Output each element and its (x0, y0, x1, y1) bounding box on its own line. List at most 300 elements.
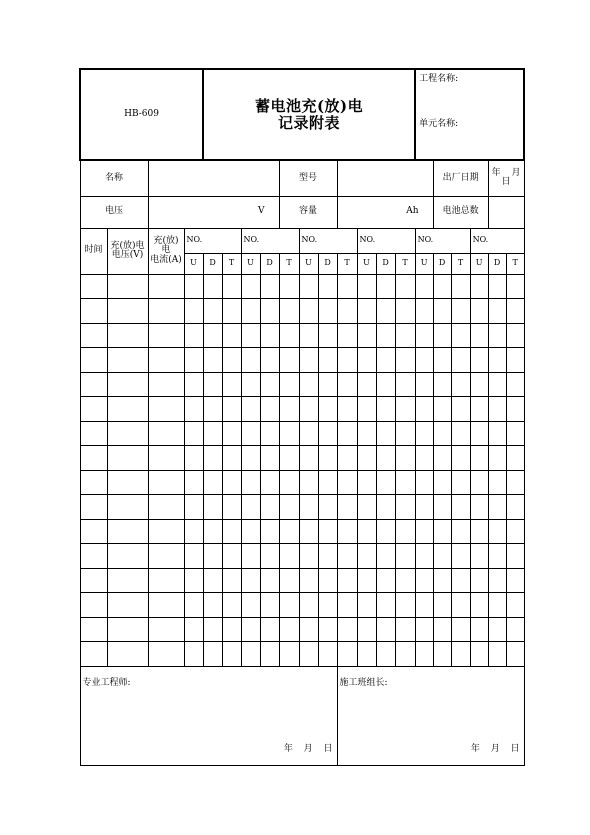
table-cell[interactable] (488, 323, 506, 348)
table-cell[interactable] (148, 495, 184, 520)
table-cell[interactable] (433, 348, 451, 373)
table-cell[interactable] (241, 421, 260, 446)
table-cell[interactable] (203, 617, 222, 642)
table-cell[interactable] (506, 617, 524, 642)
table-cell[interactable] (470, 421, 488, 446)
table-cell[interactable] (184, 372, 203, 397)
table-cell[interactable] (376, 642, 395, 667)
table-cell[interactable] (337, 593, 357, 618)
table-cell[interactable] (357, 568, 376, 593)
table-cell[interactable] (451, 323, 470, 348)
table-cell[interactable] (433, 397, 451, 422)
table-cell[interactable] (395, 446, 415, 471)
table-cell[interactable] (433, 446, 451, 471)
table-cell[interactable] (488, 299, 506, 324)
table-cell[interactable] (470, 470, 488, 495)
table-cell[interactable] (395, 593, 415, 618)
table-cell[interactable] (337, 348, 357, 373)
table-cell[interactable] (203, 323, 222, 348)
table-cell[interactable] (488, 495, 506, 520)
table-cell[interactable] (506, 274, 524, 299)
table-cell[interactable] (488, 519, 506, 544)
table-cell[interactable] (203, 446, 222, 471)
table-cell[interactable] (203, 544, 222, 569)
table-cell[interactable] (299, 421, 318, 446)
table-cell[interactable] (433, 421, 451, 446)
table-cell[interactable] (80, 519, 107, 544)
table-cell[interactable] (148, 348, 184, 373)
table-cell[interactable] (488, 446, 506, 471)
table-cell[interactable] (241, 642, 260, 667)
table-cell[interactable] (80, 568, 107, 593)
table-cell[interactable] (395, 519, 415, 544)
table-cell[interactable] (415, 299, 433, 324)
table-cell[interactable] (203, 348, 222, 373)
table-cell[interactable] (260, 446, 279, 471)
table-cell[interactable] (376, 617, 395, 642)
table-cell[interactable] (488, 617, 506, 642)
table-cell[interactable] (260, 299, 279, 324)
table-cell[interactable] (376, 274, 395, 299)
table-cell[interactable] (451, 519, 470, 544)
table-cell[interactable] (415, 593, 433, 618)
table-cell[interactable] (337, 299, 357, 324)
table-cell[interactable] (107, 568, 148, 593)
table-cell[interactable] (184, 299, 203, 324)
table-cell[interactable] (107, 593, 148, 618)
table-cell[interactable] (279, 397, 299, 422)
table-cell[interactable] (451, 544, 470, 569)
table-cell[interactable] (357, 372, 376, 397)
table-cell[interactable] (357, 446, 376, 471)
table-cell[interactable] (451, 299, 470, 324)
table-cell[interactable] (415, 544, 433, 569)
table-cell[interactable] (318, 470, 337, 495)
table-cell[interactable] (241, 495, 260, 520)
table-cell[interactable] (395, 274, 415, 299)
table-cell[interactable] (184, 348, 203, 373)
table-cell[interactable] (299, 274, 318, 299)
table-cell[interactable] (148, 519, 184, 544)
table-cell[interactable] (80, 397, 107, 422)
table-cell[interactable] (299, 495, 318, 520)
table-cell[interactable] (260, 617, 279, 642)
table-cell[interactable] (148, 372, 184, 397)
table-cell[interactable] (107, 421, 148, 446)
table-cell[interactable] (488, 397, 506, 422)
table-cell[interactable] (395, 544, 415, 569)
table-cell[interactable] (184, 470, 203, 495)
table-cell[interactable] (318, 274, 337, 299)
table-cell[interactable] (260, 372, 279, 397)
table-cell[interactable] (357, 495, 376, 520)
table-cell[interactable] (299, 519, 318, 544)
table-cell[interactable] (222, 323, 241, 348)
table-cell[interactable] (376, 299, 395, 324)
table-cell[interactable] (260, 323, 279, 348)
table-cell[interactable] (488, 593, 506, 618)
table-cell[interactable] (184, 617, 203, 642)
table-cell[interactable] (222, 519, 241, 544)
table-cell[interactable] (203, 470, 222, 495)
table-cell[interactable] (451, 274, 470, 299)
table-cell[interactable] (279, 421, 299, 446)
table-cell[interactable] (415, 495, 433, 520)
table-cell[interactable] (318, 495, 337, 520)
table-cell[interactable] (506, 593, 524, 618)
table-cell[interactable] (222, 348, 241, 373)
table-cell[interactable] (318, 397, 337, 422)
table-cell[interactable] (203, 274, 222, 299)
table-cell[interactable] (260, 348, 279, 373)
table-cell[interactable] (451, 397, 470, 422)
table-cell[interactable] (203, 642, 222, 667)
table-cell[interactable] (337, 446, 357, 471)
table-cell[interactable] (241, 568, 260, 593)
table-cell[interactable] (80, 274, 107, 299)
table-cell[interactable] (203, 299, 222, 324)
table-cell[interactable] (357, 397, 376, 422)
battery-total-value[interactable] (488, 196, 524, 228)
table-cell[interactable] (395, 397, 415, 422)
table-cell[interactable] (433, 642, 451, 667)
table-cell[interactable] (451, 617, 470, 642)
table-cell[interactable] (470, 544, 488, 569)
table-cell[interactable] (506, 323, 524, 348)
table-cell[interactable] (337, 544, 357, 569)
table-cell[interactable] (506, 544, 524, 569)
table-cell[interactable] (260, 495, 279, 520)
table-cell[interactable] (107, 299, 148, 324)
table-cell[interactable] (260, 544, 279, 569)
table-cell[interactable] (470, 323, 488, 348)
table-cell[interactable] (299, 617, 318, 642)
table-cell[interactable] (148, 544, 184, 569)
table-cell[interactable] (318, 372, 337, 397)
table-cell[interactable] (279, 372, 299, 397)
table-cell[interactable] (337, 568, 357, 593)
table-cell[interactable] (337, 470, 357, 495)
table-cell[interactable] (488, 274, 506, 299)
table-cell[interactable] (318, 519, 337, 544)
table-cell[interactable] (337, 421, 357, 446)
table-cell[interactable] (184, 446, 203, 471)
table-cell[interactable] (337, 397, 357, 422)
table-cell[interactable] (433, 323, 451, 348)
voltage-value[interactable]: V (148, 196, 279, 228)
table-cell[interactable] (318, 617, 337, 642)
table-cell[interactable] (279, 519, 299, 544)
table-cell[interactable] (451, 470, 470, 495)
table-cell[interactable] (299, 446, 318, 471)
table-cell[interactable] (433, 470, 451, 495)
table-cell[interactable] (80, 421, 107, 446)
table-cell[interactable] (241, 299, 260, 324)
table-cell[interactable] (357, 593, 376, 618)
engineer-sign-cell[interactable] (80, 666, 337, 765)
table-cell[interactable] (107, 274, 148, 299)
table-cell[interactable] (279, 642, 299, 667)
table-cell[interactable] (148, 642, 184, 667)
table-cell[interactable] (184, 323, 203, 348)
table-cell[interactable] (357, 617, 376, 642)
table-cell[interactable] (318, 323, 337, 348)
table-cell[interactable] (506, 642, 524, 667)
table-cell[interactable] (107, 495, 148, 520)
table-cell[interactable] (357, 642, 376, 667)
table-cell[interactable] (222, 274, 241, 299)
table-cell[interactable] (318, 348, 337, 373)
table-cell[interactable] (241, 372, 260, 397)
table-cell[interactable] (299, 470, 318, 495)
table-cell[interactable] (506, 421, 524, 446)
table-cell[interactable] (299, 397, 318, 422)
table-cell[interactable] (222, 495, 241, 520)
table-cell[interactable] (470, 397, 488, 422)
table-cell[interactable] (318, 446, 337, 471)
table-cell[interactable] (451, 446, 470, 471)
table-cell[interactable] (107, 642, 148, 667)
table-cell[interactable] (395, 299, 415, 324)
table-cell[interactable] (357, 544, 376, 569)
table-cell[interactable] (488, 470, 506, 495)
table-cell[interactable] (222, 299, 241, 324)
table-cell[interactable] (506, 348, 524, 373)
table-cell[interactable] (357, 348, 376, 373)
table-cell[interactable] (107, 323, 148, 348)
table-cell[interactable] (433, 274, 451, 299)
table-cell[interactable] (395, 617, 415, 642)
table-cell[interactable] (260, 593, 279, 618)
table-cell[interactable] (299, 568, 318, 593)
table-cell[interactable] (415, 470, 433, 495)
table-cell[interactable] (506, 372, 524, 397)
table-cell[interactable] (107, 446, 148, 471)
table-cell[interactable] (241, 348, 260, 373)
table-cell[interactable] (357, 299, 376, 324)
table-cell[interactable] (241, 519, 260, 544)
table-cell[interactable] (395, 642, 415, 667)
model-value[interactable] (337, 160, 433, 196)
table-cell[interactable] (222, 372, 241, 397)
table-cell[interactable] (451, 642, 470, 667)
table-cell[interactable] (148, 617, 184, 642)
table-cell[interactable] (279, 544, 299, 569)
table-cell[interactable] (279, 495, 299, 520)
table-cell[interactable] (80, 642, 107, 667)
table-cell[interactable] (80, 593, 107, 618)
table-cell[interactable] (470, 617, 488, 642)
table-cell[interactable] (241, 617, 260, 642)
table-cell[interactable] (80, 348, 107, 373)
factory-date-value[interactable]: 年 月 日 (488, 160, 524, 196)
table-cell[interactable] (260, 568, 279, 593)
table-cell[interactable] (376, 446, 395, 471)
table-cell[interactable] (357, 274, 376, 299)
table-cell[interactable] (470, 642, 488, 667)
table-cell[interactable] (148, 470, 184, 495)
table-cell[interactable] (415, 421, 433, 446)
table-cell[interactable] (203, 568, 222, 593)
table-cell[interactable] (203, 519, 222, 544)
table-cell[interactable] (337, 323, 357, 348)
table-cell[interactable] (395, 470, 415, 495)
table-cell[interactable] (415, 519, 433, 544)
table-cell[interactable] (80, 323, 107, 348)
table-cell[interactable] (318, 568, 337, 593)
table-cell[interactable] (107, 348, 148, 373)
table-cell[interactable] (299, 642, 318, 667)
table-cell[interactable] (184, 421, 203, 446)
table-cell[interactable] (337, 495, 357, 520)
table-cell[interactable] (203, 372, 222, 397)
table-cell[interactable] (318, 299, 337, 324)
table-cell[interactable] (506, 495, 524, 520)
table-cell[interactable] (395, 323, 415, 348)
table-cell[interactable] (107, 470, 148, 495)
table-cell[interactable] (376, 593, 395, 618)
table-cell[interactable] (241, 274, 260, 299)
table-cell[interactable] (241, 323, 260, 348)
table-cell[interactable] (241, 397, 260, 422)
table-cell[interactable] (415, 372, 433, 397)
table-cell[interactable] (203, 495, 222, 520)
table-cell[interactable] (241, 446, 260, 471)
table-cell[interactable] (488, 544, 506, 569)
table-cell[interactable] (279, 568, 299, 593)
table-cell[interactable] (279, 348, 299, 373)
table-cell[interactable] (222, 642, 241, 667)
table-cell[interactable] (376, 519, 395, 544)
table-cell[interactable] (184, 519, 203, 544)
table-cell[interactable] (415, 397, 433, 422)
table-cell[interactable] (80, 617, 107, 642)
table-cell[interactable] (279, 299, 299, 324)
table-cell[interactable] (395, 495, 415, 520)
table-cell[interactable] (222, 617, 241, 642)
table-cell[interactable] (433, 372, 451, 397)
team-leader-sign-cell[interactable] (337, 666, 524, 765)
table-cell[interactable] (395, 372, 415, 397)
table-cell[interactable] (376, 397, 395, 422)
table-cell[interactable] (415, 617, 433, 642)
table-cell[interactable] (337, 372, 357, 397)
table-cell[interactable] (279, 593, 299, 618)
table-cell[interactable] (260, 397, 279, 422)
table-cell[interactable] (148, 323, 184, 348)
table-cell[interactable] (376, 323, 395, 348)
table-cell[interactable] (433, 617, 451, 642)
table-cell[interactable] (148, 568, 184, 593)
table-cell[interactable] (184, 274, 203, 299)
table-cell[interactable] (451, 495, 470, 520)
table-cell[interactable] (279, 470, 299, 495)
table-cell[interactable] (318, 421, 337, 446)
table-cell[interactable] (451, 593, 470, 618)
table-cell[interactable] (203, 593, 222, 618)
table-cell[interactable] (451, 421, 470, 446)
table-cell[interactable] (107, 397, 148, 422)
table-cell[interactable] (451, 348, 470, 373)
table-cell[interactable] (318, 593, 337, 618)
table-cell[interactable] (470, 495, 488, 520)
table-cell[interactable] (203, 421, 222, 446)
table-cell[interactable] (357, 323, 376, 348)
table-cell[interactable] (376, 544, 395, 569)
table-cell[interactable] (415, 348, 433, 373)
table-cell[interactable] (451, 568, 470, 593)
table-cell[interactable] (337, 617, 357, 642)
table-cell[interactable] (488, 348, 506, 373)
table-cell[interactable] (415, 568, 433, 593)
table-cell[interactable] (299, 593, 318, 618)
table-cell[interactable] (241, 470, 260, 495)
table-cell[interactable] (470, 274, 488, 299)
table-cell[interactable] (107, 519, 148, 544)
table-cell[interactable] (148, 299, 184, 324)
table-cell[interactable] (148, 397, 184, 422)
table-cell[interactable] (470, 446, 488, 471)
table-cell[interactable] (299, 544, 318, 569)
table-cell[interactable] (80, 470, 107, 495)
table-cell[interactable] (184, 495, 203, 520)
table-cell[interactable] (222, 470, 241, 495)
table-cell[interactable] (279, 323, 299, 348)
capacity-value[interactable]: Ah (337, 196, 433, 228)
table-cell[interactable] (299, 323, 318, 348)
table-cell[interactable] (506, 519, 524, 544)
table-cell[interactable] (433, 495, 451, 520)
table-cell[interactable] (451, 372, 470, 397)
table-cell[interactable] (241, 544, 260, 569)
table-cell[interactable] (415, 446, 433, 471)
table-cell[interactable] (376, 470, 395, 495)
table-cell[interactable] (260, 642, 279, 667)
table-cell[interactable] (415, 323, 433, 348)
table-cell[interactable] (279, 274, 299, 299)
table-cell[interactable] (470, 348, 488, 373)
table-cell[interactable] (279, 617, 299, 642)
table-cell[interactable] (80, 299, 107, 324)
table-cell[interactable] (299, 372, 318, 397)
table-cell[interactable] (299, 348, 318, 373)
table-cell[interactable] (148, 421, 184, 446)
table-cell[interactable] (506, 568, 524, 593)
table-cell[interactable] (470, 519, 488, 544)
table-cell[interactable] (376, 348, 395, 373)
table-cell[interactable] (488, 421, 506, 446)
table-cell[interactable] (299, 299, 318, 324)
table-cell[interactable] (222, 446, 241, 471)
table-cell[interactable] (395, 568, 415, 593)
table-cell[interactable] (203, 397, 222, 422)
table-cell[interactable] (318, 642, 337, 667)
table-cell[interactable] (376, 568, 395, 593)
table-cell[interactable] (376, 421, 395, 446)
table-cell[interactable] (433, 544, 451, 569)
table-cell[interactable] (470, 299, 488, 324)
table-cell[interactable] (357, 470, 376, 495)
table-cell[interactable] (470, 372, 488, 397)
name-value[interactable] (148, 160, 279, 196)
table-cell[interactable] (222, 544, 241, 569)
table-cell[interactable] (433, 568, 451, 593)
table-cell[interactable] (260, 274, 279, 299)
table-cell[interactable] (470, 568, 488, 593)
table-cell[interactable] (357, 519, 376, 544)
table-cell[interactable] (470, 593, 488, 618)
table-cell[interactable] (488, 372, 506, 397)
